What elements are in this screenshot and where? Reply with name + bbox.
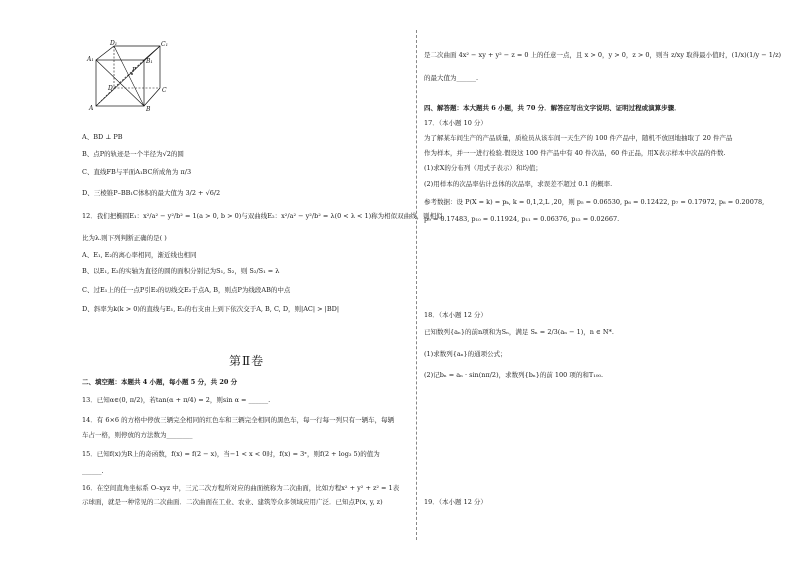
- question-16-line-1: 16．在空间直角坐标系 O–xyz 中，三元二次方程所对应的曲面统称为二次曲面，比如方程x² + y² + z² = 1表: [82, 484, 400, 492]
- question-14-line-2: 车占一格，则停放的方法数为________: [82, 431, 193, 439]
- question-12-option-b: B、以E₁, E₂的实轴为直径的圆的面积分别记为S₁, S₂，则 S₂/S₁ = λ: [82, 267, 280, 275]
- question-18-line-1: 已知数列{aₙ}的前n项和为Sₙ，满足 Sₙ = 2/3(aₙ − 1)，n ∈ N*.: [424, 328, 614, 336]
- label-d1: D₁: [110, 40, 118, 47]
- option-a: A、BD ⊥ PB: [82, 133, 123, 141]
- label-b1: B₁: [146, 58, 153, 65]
- question-19-heading: 19．（本小题 12 分）: [424, 498, 487, 506]
- question-16-continued-1: 是二次曲面 4x² − xy + y² − z = 0 上的任意一点，且 x > 0，y > 0，z > 0，则当 z/xy 取得最小值时，(1/x)(1/y − 1/z): [424, 51, 782, 59]
- column-divider: [416, 30, 417, 540]
- question-15-line-2: ______.: [82, 467, 104, 475]
- question-16-continued-2: 的最大值为______.: [424, 74, 479, 82]
- question-17-heading: 17．（本小题 10 分）: [424, 119, 487, 127]
- question-18-heading: 18．（本小题 12 分）: [424, 311, 487, 319]
- question-17-line-1: 为了解某车间生产的产品质量，质检员从该车间一天生产的 100 件产品中，随机不放回地抽取了 20 件产品: [424, 134, 733, 142]
- right-column: [424, 0, 782, 562]
- question-17-line-2: 作为样本，并一一进行检验.假设这 100 件产品中有 40 件次品，60 件正品，用X表示样本中次品的件数.: [424, 149, 726, 157]
- option-d: D、三棱锥P–BB₁C体积的最大值为 3/2 + √6/2: [82, 189, 221, 197]
- question-12-option-c: C、过E₁上的任一点P引E₂的切线交E₂于点A, B，则点P为线段AB的中点: [82, 286, 291, 294]
- question-16-line-2: 示球面，就是一种常见的二次曲面．二次曲面在工业、农业、建筑等众多领域应用广泛．已知点P(x, y, z): [82, 498, 383, 506]
- question-12-line-1: 12．我们把椭圆E₁：x²/a² − y²/b² = 1(a > 0, b > 0)与双曲线E₂：x²/a² − y²/b² = λ(0 < λ < 1)称为相似双曲线，则相似: [82, 212, 443, 220]
- part-two-title: 第Ⅱ卷: [229, 354, 265, 368]
- label-b: B: [146, 106, 151, 112]
- label-a: A: [89, 105, 94, 112]
- section-fill-blank: 二、填空题：本题共 4 小题，每小题 5 分，共 20 分: [82, 378, 238, 386]
- question-15-line-1: 15．已知f(x)为R上的奇函数，f(x) = f(2 − x)，当−1 < x < 0时，f(x) = 3ˣ，则f(2 + log₃ 5)的值为: [82, 450, 380, 458]
- question-18-line-3: (2)记bₙ = aₙ · sin(nπ/2)，求数列{bₙ}的前 100 项的和T₁₀₀.: [424, 371, 604, 379]
- question-14-line-1: 14．有 6×6 的方格中停放三辆完全相同的红色车和三辆完全相同的黑色车，每一行每一列只有一辆车，每辆: [82, 416, 395, 424]
- label-d: D: [108, 85, 113, 92]
- label-p: P: [132, 67, 137, 74]
- question-13: 13．已知α∈(0, π/2)，若tan(α + π/4) = 2，则sin α = ______.: [82, 396, 271, 404]
- question-12-option-a: A、E₁, E₂的离心率相同，渐近线也相同: [82, 251, 197, 259]
- question-17-line-4: (2)用样本的次品率估计总体的次品率，求误差不超过 0.1 的概率.: [424, 180, 613, 188]
- left-column: [82, 0, 443, 562]
- question-18-line-2: (1)求数列{aₙ}的通项公式；: [424, 350, 507, 358]
- question-12-option-d: D、斜率为k(k > 0)的直线与E₁, E₂的右支由上到下依次交于A, B, C, D，则|AC| > |BD|: [82, 305, 340, 313]
- question-12-line-2: 比为λ.则下列判断正确的是( ): [82, 234, 167, 242]
- question-17-line-3: (1)求X的分布列（用式子表示）和均值；: [424, 164, 542, 172]
- label-c1: C₁: [161, 41, 168, 48]
- option-c: C、直线FB与平面A₁BC所成角为 π/3: [82, 168, 192, 176]
- label-a1: A₁: [87, 56, 94, 63]
- question-17-line-5: 参考数据：设 P(X = k) = pₖ, k = 0,1,2,L ,20，则 p₅ = 0.06530, p₆ = 0.12422, p₇ = 0.17972, p₈ = 0.20078,: [424, 198, 765, 206]
- option-b: B、点P的轨迹是一个半径为√2的圆: [82, 150, 184, 158]
- label-c: C: [162, 87, 167, 94]
- question-17-line-6: p₉ = 0.17483, p₁₀ = 0.11924, p₁₁ = 0.06376, p₁₂ = 0.02667.: [424, 215, 620, 223]
- section-solution: 四、解答题：本大题共 6 小题，共 70 分．解答应写出文字说明、证明过程或演算步骤．: [424, 104, 681, 112]
